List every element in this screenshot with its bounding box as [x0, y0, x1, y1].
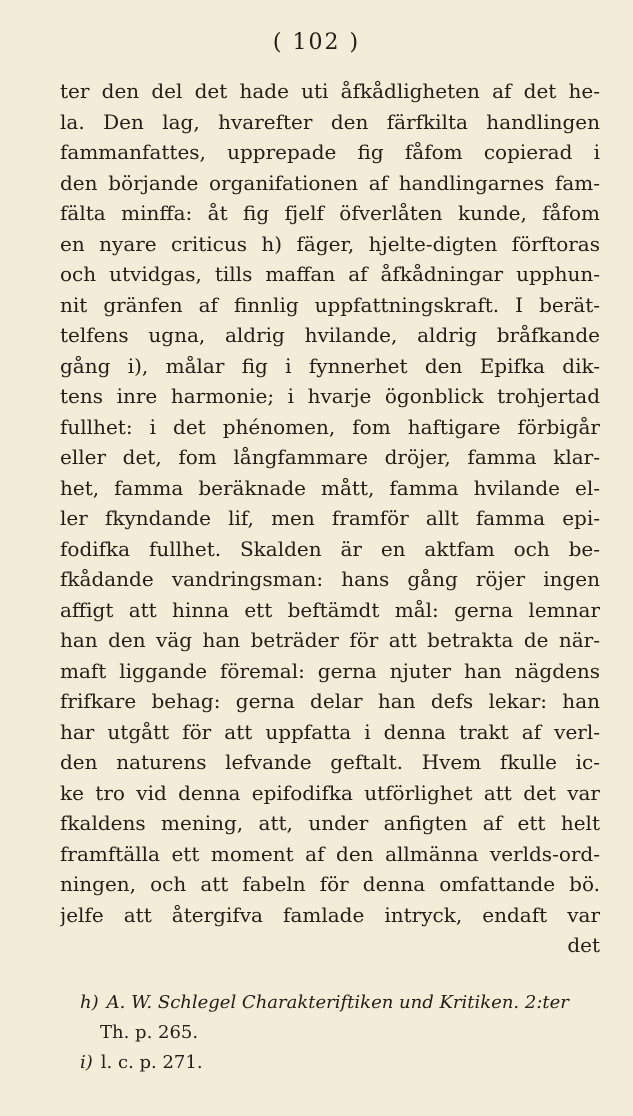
footnote-citation: A. W. Schlegel Charakteriftiken und Kritiken. 2:ter: [106, 992, 569, 1013]
text-line: fkådande vandringsman: hans gång röjer ingen: [60, 567, 600, 591]
text-line: den naturens lefvande geftalt. Hvem fkulle ic-: [60, 750, 600, 774]
text-line: maft liggande föremal: gerna njuter han nägdens: [60, 658, 600, 683]
text-line: han den väg han beträder för att betrakta de när-: [60, 628, 600, 652]
text-line: telfens ugna, aldrig hvilande, aldrig bråfkande: [60, 323, 600, 347]
text-line: har utgått för att uppfatta i denna trakt af verl-: [60, 719, 600, 744]
text-line: och utvidgas, tills maffan af åfkådningar upphun-: [60, 262, 600, 286]
text-line: ler fkyndande lif, men framför allt famma epi-: [60, 506, 600, 530]
footnotes: [80, 988, 600, 1078]
text-line: ningen, och att fabeln för denna omfattande bö.: [60, 872, 600, 896]
text-line: het, famma beräknade mått, famma hvilande el-: [60, 475, 600, 500]
text-line: nit gränfen af finnlig uppfattningskraft. I berät-: [60, 292, 600, 317]
footnote-h-continuation: Th. p. 265.: [100, 1022, 199, 1043]
page-number: ( 102 ): [272, 30, 361, 55]
text-line: den börjande organifationen af handlingarnes fam-: [60, 170, 600, 195]
text-line: fälta minffa: åt fig fjelf öfverlåten kunde, fåfom: [60, 201, 600, 225]
text-line: gång i), målar fig i fynnerhet den Epifka dik-: [60, 353, 600, 378]
text-line: ke tro vid denna epifodifka utförlighet att det var: [60, 780, 600, 805]
body-text: [60, 76, 600, 961]
text-line: fodifka fullhet. Skalden är en aktfam och be-: [60, 536, 600, 561]
text-line: fammanfattes, upprepade fig fåfom copierad i: [60, 140, 600, 164]
text-line: framftälla ett moment af den allmänna verlds-ord-: [60, 841, 600, 866]
footnote-citation: l. c. p. 271.: [100, 1052, 203, 1073]
footnote-h: [80, 988, 600, 1018]
text-line: fkaldens mening, att, under anfigten af ett helt: [60, 811, 600, 835]
footnote-i: [80, 1048, 600, 1078]
text-line: tens inre harmonie; i hvarje ögonblick trohjertad: [60, 384, 600, 408]
text-line: fullhet: i det phénomen, fom haftigare förbigår: [60, 414, 600, 439]
text-line: frifkare behag: gerna delar han defs lekar: han: [60, 689, 600, 713]
footnote-marker: h): [80, 992, 99, 1013]
footnote-marker: i): [80, 1052, 93, 1073]
text-line: la. Den lag, hvarefter den färfkilta handlingen: [60, 109, 600, 134]
text-line: eller det, fom långfammare dröjer, famma klar-: [60, 445, 600, 469]
text-line: ter den del det hade uti åfkådligheten af det he-: [60, 79, 600, 103]
catchword: det: [567, 933, 600, 957]
text-line: en nyare criticus h) fäger, hjelte-digten förftoras: [60, 231, 600, 256]
text-line: jelfe att återgifva famlade intryck, endaft var: [60, 902, 600, 927]
text-line: affigt att hinna ett beftämdt mål: gerna lemnar: [60, 597, 600, 622]
